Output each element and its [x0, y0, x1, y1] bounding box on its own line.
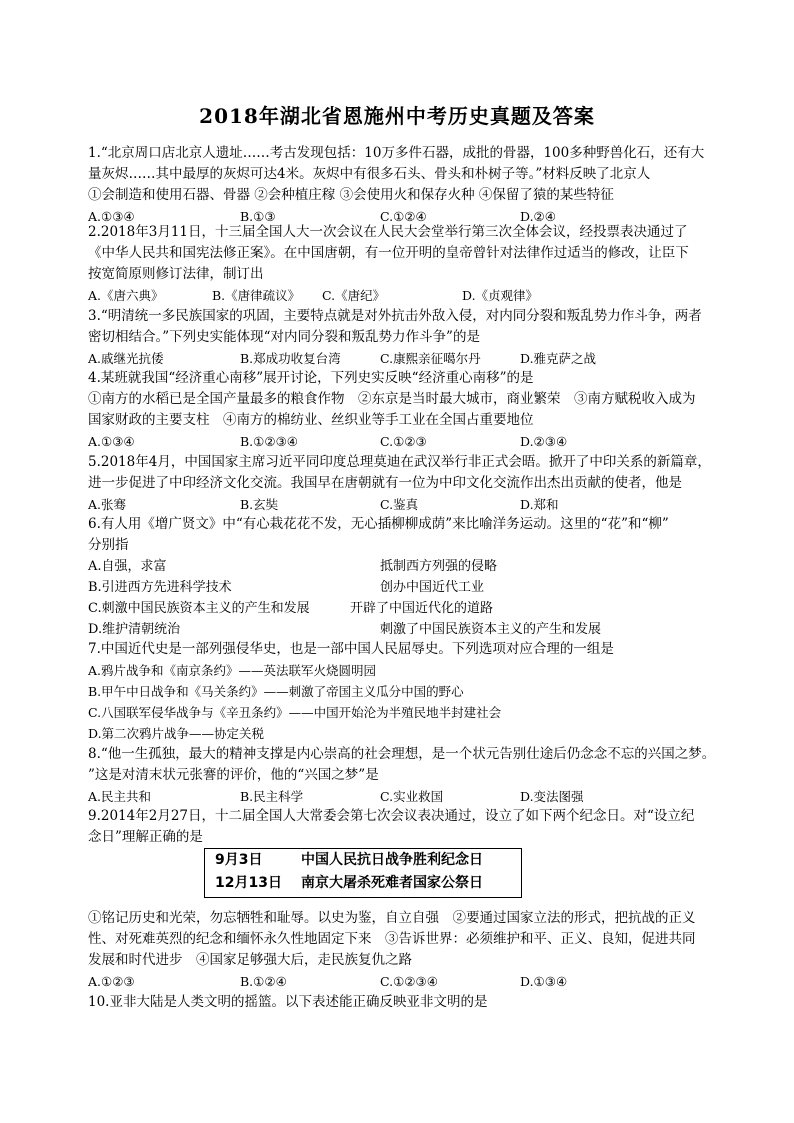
question-text: 9.2014年2月27日，十二届全国人大常委会第七次会议表决通过，设立了如下两个纪念日。对“设立纪: [88, 808, 695, 824]
option-a: A.戚继光抗倭: [88, 351, 164, 366]
answer-options: [88, 431, 728, 452]
option-a: A.①②③: [88, 974, 135, 989]
option-d: D.《贞观律》: [462, 288, 539, 303]
option-b: B.①②④: [240, 974, 287, 989]
question-text: 10.亚非大陆是人类文明的摇篮。以下表述能正确反映亚非文明的是: [88, 994, 488, 1010]
question-statements: 国家财政的主要支柱 ④南方的棉纺业、丝织业等手工业在全国占重要地位: [88, 412, 534, 428]
option-a: A.①③④: [88, 209, 135, 224]
option-c: C.《唐纪》: [322, 288, 386, 303]
question-1: [88, 143, 728, 227]
memorial-name: 中国人民抗日战争胜利纪念日: [301, 852, 483, 868]
option-d-flower: D.维护清朝统治: [88, 622, 181, 637]
option-b: B.《唐律疏议》: [212, 288, 301, 303]
option-c: [88, 598, 728, 619]
option-b-flower: B.引进西方先进科学技术: [88, 580, 232, 595]
answer-options: [88, 494, 728, 515]
option-a: A.民主共和: [88, 789, 152, 804]
question-text: 7.中国近代史是一部列强侵华史，也是一部中国人民屈辱史。下列选项对应合理的一组是: [88, 641, 614, 657]
option-d: D.②③④: [520, 434, 568, 449]
option-b-willow: 创办中国近代工业: [380, 580, 485, 595]
question-8: [88, 744, 728, 807]
question-5: [88, 452, 728, 515]
answer-options: [88, 971, 728, 992]
option-a: A.鸦片战争和《南京条约》——英法联军火烧圆明园: [88, 663, 377, 678]
question-text: 2.2018年3月11日，十三届全国人大一次会议在人民大会堂举行第三次全体会议，经投票表决通过了: [88, 224, 688, 240]
question-text: 8.“他一生孤独，最大的精神支撑是内心崇高的社会理想，是一个状元告别仕途后仍念念不忘的兴国之梦。: [88, 746, 716, 762]
option-b: B.郑成功收复台湾: [240, 351, 341, 366]
question-text: 3.“明清统一多民族国家的巩固，主要特点就是对外抗击外敌入侵，对内同分裂和叛乱势力作斗争，两者: [88, 308, 702, 324]
option-c: C.①②③④: [380, 974, 438, 989]
memorial-day-row: [205, 872, 521, 895]
memorial-name: 南京大屠杀死难者国家公祭日: [301, 875, 483, 891]
question-text: 1.“北京周口店北京人遗址……考古发现包括：10万多件石器，成批的骨器，100多种野兽化石，还有大: [88, 145, 705, 161]
question-6: [88, 514, 728, 640]
option-c: C.实业救国: [380, 789, 444, 804]
option-d: D.第二次鸦片战争——协定关税: [88, 726, 265, 741]
question-3: [88, 306, 728, 369]
option-c: C.鉴真: [380, 497, 419, 512]
option-c: C.八国联军侵华战争与《辛丑条约》——中国开始沦为半殖民地半封建社会: [88, 705, 502, 720]
option-d: D.郑和: [520, 497, 559, 512]
question-text: 密切相结合。”下列史实能体现“对内同分裂和叛乱势力作斗争”的是: [88, 329, 480, 345]
memorial-date: 9月3日: [215, 852, 263, 868]
option-c: C.①②④: [380, 209, 427, 224]
option-a: [88, 556, 728, 577]
page-title: 2018年湖北省恩施州中考历史真题及答案: [199, 104, 595, 128]
option-a-willow: 抵制西方列强的侵略: [380, 559, 498, 574]
answer-options: [88, 786, 728, 807]
option-b: B.民主科学: [240, 789, 304, 804]
option-d: D.②④: [520, 209, 556, 224]
option-a: A.张骞: [88, 497, 127, 512]
question-2: [88, 222, 728, 306]
option-d: [88, 619, 728, 640]
question-text: 6.有人用《增广贤文》中“有心栽花花不发，无心插柳柳成荫”来比喻洋务运动。这里的“花”和“柳”: [88, 516, 669, 532]
question-text: 分别指: [88, 537, 129, 553]
memorial-day-row: [205, 849, 521, 872]
answer-options: [88, 348, 728, 369]
question-text: 4.某班就我国“经济重心南移”展开讨论，下列史实反映“经济重心南移”的是: [88, 370, 534, 386]
option-c: C.①②③: [380, 434, 427, 449]
option-a: A.①③④: [88, 434, 135, 449]
question-text: 5.2018年4月，中国国家主席习近平同印度总理莫迪在武汉举行非正式会晤。掀开了中印关系的新篇章，: [88, 454, 711, 470]
question-statements: 性、对死难英烈的纪念和缅怀永久性地固定下来 ③告诉世界：必须维护和平、正义、良知，促进共同: [88, 931, 696, 947]
option-c: C.康熙亲征噶尔丹: [380, 351, 481, 366]
option-d: D.雅克萨之战: [520, 351, 597, 366]
answer-options: [88, 285, 728, 306]
question-text: 《中华人民共和国宪法修正案》。在中国唐朝，有一位开明的皇帝曾针对法律作过适当的修改，让臣下: [88, 245, 689, 261]
question-text: 按宽简原则修订法律，制订出: [88, 266, 264, 282]
question-10: [88, 992, 728, 1013]
question-text: 量灰烬……其中最厚的灰烬可达4米。灰烬中有很多石头、骨头和朴树子等。”材料反映了北京人: [88, 166, 651, 182]
option-b: B.甲午中日战争和《马关条约》——刺激了帝国主义瓜分中国的野心: [88, 684, 464, 699]
question-7: [88, 639, 728, 744]
question-9: [88, 806, 728, 848]
option-c-flower: C.刺激中国民族资本主义的产生和发展: [88, 601, 310, 616]
option-d: D.变法图强: [520, 789, 584, 804]
question-9-statements: [88, 908, 728, 992]
question-text: ”这是对清末状元张謇的评价，他的“兴国之梦”是: [88, 767, 379, 783]
option-b: B.①②③④: [240, 434, 298, 449]
question-statements: ①会制造和使用石器、骨器 ②会种植庄稼 ③会使用火和保存火种 ④保留了猿的某些特征: [88, 187, 614, 203]
option-b: [88, 577, 728, 598]
question-statements: ①铭记历史和光荣，勿忘牺牲和耻辱。以史为鉴，自立自强 ②要通过国家立法的形式，把抗战的正义: [88, 910, 696, 926]
question-text: 进一步促进了中印经济文化交流。我国早在唐朝就有一位为中印文化交流作出杰出贡献的使者，他是: [88, 475, 682, 491]
option-b: B.①③: [240, 209, 276, 224]
question-statements: 发展和时代进步 ④国家足够强大后，走民族复仇之路: [88, 952, 412, 968]
memorial-days-box: [204, 848, 522, 898]
option-a: A.《唐六典》: [88, 288, 164, 303]
memorial-date: 12月13日: [215, 875, 282, 891]
question-text: 念日”理解正确的是: [88, 829, 203, 845]
option-c-willow: 开辟了中国近代化的道路: [350, 601, 494, 616]
option-a-flower: A.自强，求富: [88, 559, 167, 574]
option-d-willow: 刺激了中国民族资本主义的产生和发展: [380, 622, 602, 637]
question-4: [88, 368, 728, 452]
option-d: D.①③④: [520, 974, 568, 989]
question-statements: ①南方的水稻已是全国产量最多的粮食作物 ②东京是当时最大城市，商业繁荣 ③南方赋税收入成为: [88, 391, 696, 407]
option-b: B.玄奘: [240, 497, 279, 512]
